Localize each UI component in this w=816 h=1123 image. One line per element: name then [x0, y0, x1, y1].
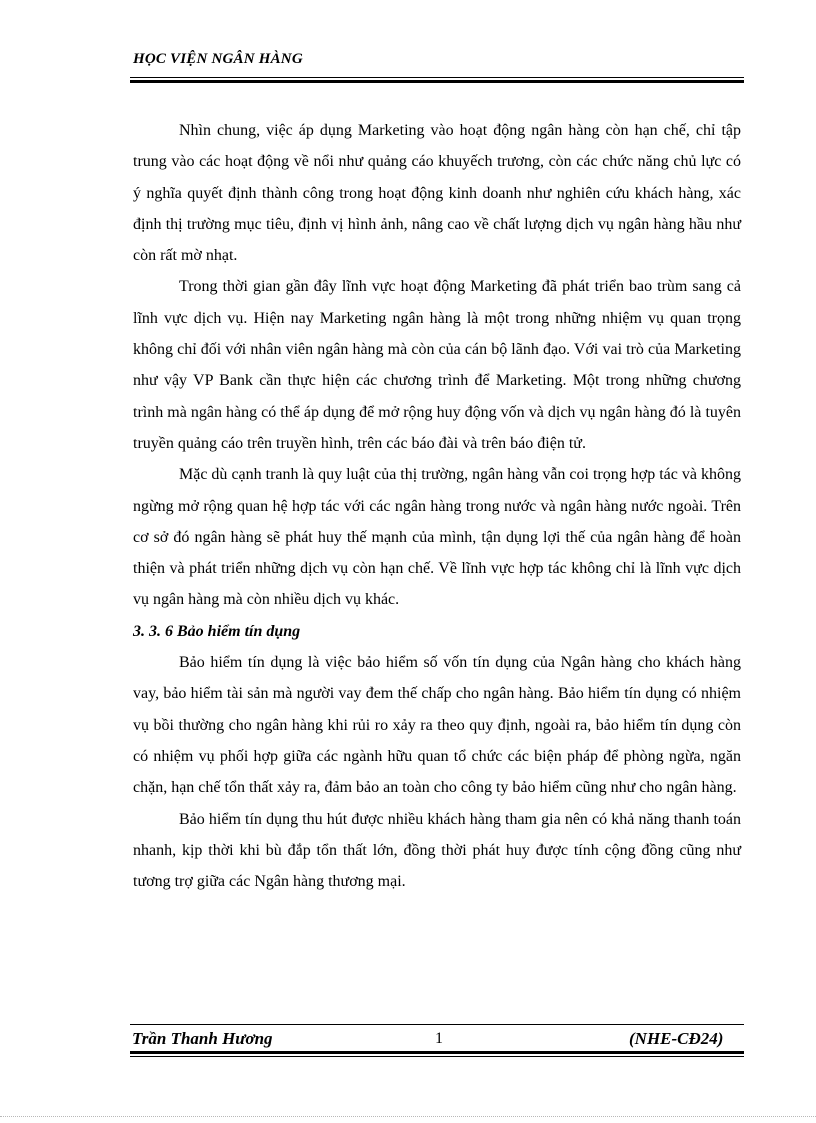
body-paragraph: Nhìn chung, việc áp dụng Marketing vào hoạt động ngân hàng còn hạn chế, chỉ tập trung vào các hoạt động về nổi như quảng cáo khuyếch trương, còn các chức năng chủ lực có ý nghĩa quyết định thành công trong hoạt động kinh doanh như nghiên cứu khách hàng, xác định thị trường mục tiêu, định vị hình ảnh, nâng cao về chất lượng dịch vụ ngân hàng hầu như còn rất mờ nhạt. — [133, 122, 741, 265]
footer-divider-thin-top — [130, 1024, 744, 1025]
footer-author: Trần Thanh Hương — [132, 1029, 273, 1048]
section-paragraph: Bảo hiểm tín dụng thu hút được nhiều khách hàng tham gia nên có khả năng thanh toán nhanh, kịp thời khi bù đắp tổn thất lớn, đồng thời phát huy được tính cộng đồng cũng như tương trợ giữa các Ngân hàng thương mại. — [133, 810, 741, 891]
body-paragraph: Mặc dù cạnh tranh là quy luật của thị trường, ngân hàng vẫn coi trọng hợp tác và không ngừng mở rộng quan hệ hợp tác với các ngân hàng trong nước và ngân hàng nước ngoài. Trên cơ sở đó ngân hàng sẽ phát huy thế mạnh của mình, tận dụng lợi thế của ngân hàng để hoàn thiện và phát triển những dịch vụ còn hạn chế. Về lĩnh vực hợp tác không chỉ là lĩnh vực dịch vụ ngân hàng mà còn nhiều dịch vụ khác. — [133, 466, 741, 609]
page-number: 1 — [435, 1030, 443, 1047]
footer-class-code: (NHE-CĐ24) — [629, 1029, 724, 1048]
document-body — [133, 115, 741, 897]
footer-divider-thick — [130, 1051, 744, 1054]
section-paragraph: Bảo hiểm tín dụng là việc bảo hiểm số vốn tín dụng của Ngân hàng cho khách hàng vay, bảo hiểm tài sản mà người vay đem thế chấp cho ngân hàng. Bảo hiểm tín dụng có nhiệm vụ bồi thường cho ngân hàng khi rủi ro xảy ra theo quy định, ngoài ra, bảo hiểm tín dụng còn có nhiệm vụ phối hợp giữa các ngành hữu quan tổ chức các biện pháp để phòng ngừa, ngăn chặn, hạn chế tổn thất xảy ra, đảm bảo an toàn cho công ty bảo hiểm cũng như cho ngân hàng. — [133, 654, 741, 797]
body-paragraph: Trong thời gian gần đây lĩnh vực hoạt động Marketing đã phát triển bao trùm sang cả lĩnh vực dịch vụ. Hiện nay Marketing ngân hàng là một trong những nhiệm vụ quan trọng không chỉ đối với nhân viên ngân hàng mà còn của cán bộ lãnh đạo. Với vai trò của Marketing như vậy VP Bank cần thực hiện các chương trình để Marketing. Một trong những chương trình mà ngân hàng có thể áp dụng để mở rộng huy động vốn và dịch vụ ngân hàng đó là tuyên truyền quảng cáo trên truyền hình, trên các báo đài và trên báo điện tử. — [133, 278, 741, 452]
page-edge-guide — [0, 1116, 816, 1117]
page-header-title: HỌC VIỆN NGÂN HÀNG — [133, 51, 303, 67]
header-divider-thick — [130, 80, 744, 83]
footer-divider-thin-bottom — [130, 1056, 744, 1057]
header-divider-thin — [130, 77, 744, 78]
section-heading: 3. 3. 6 Bảo hiểm tín dụng — [133, 622, 301, 640]
